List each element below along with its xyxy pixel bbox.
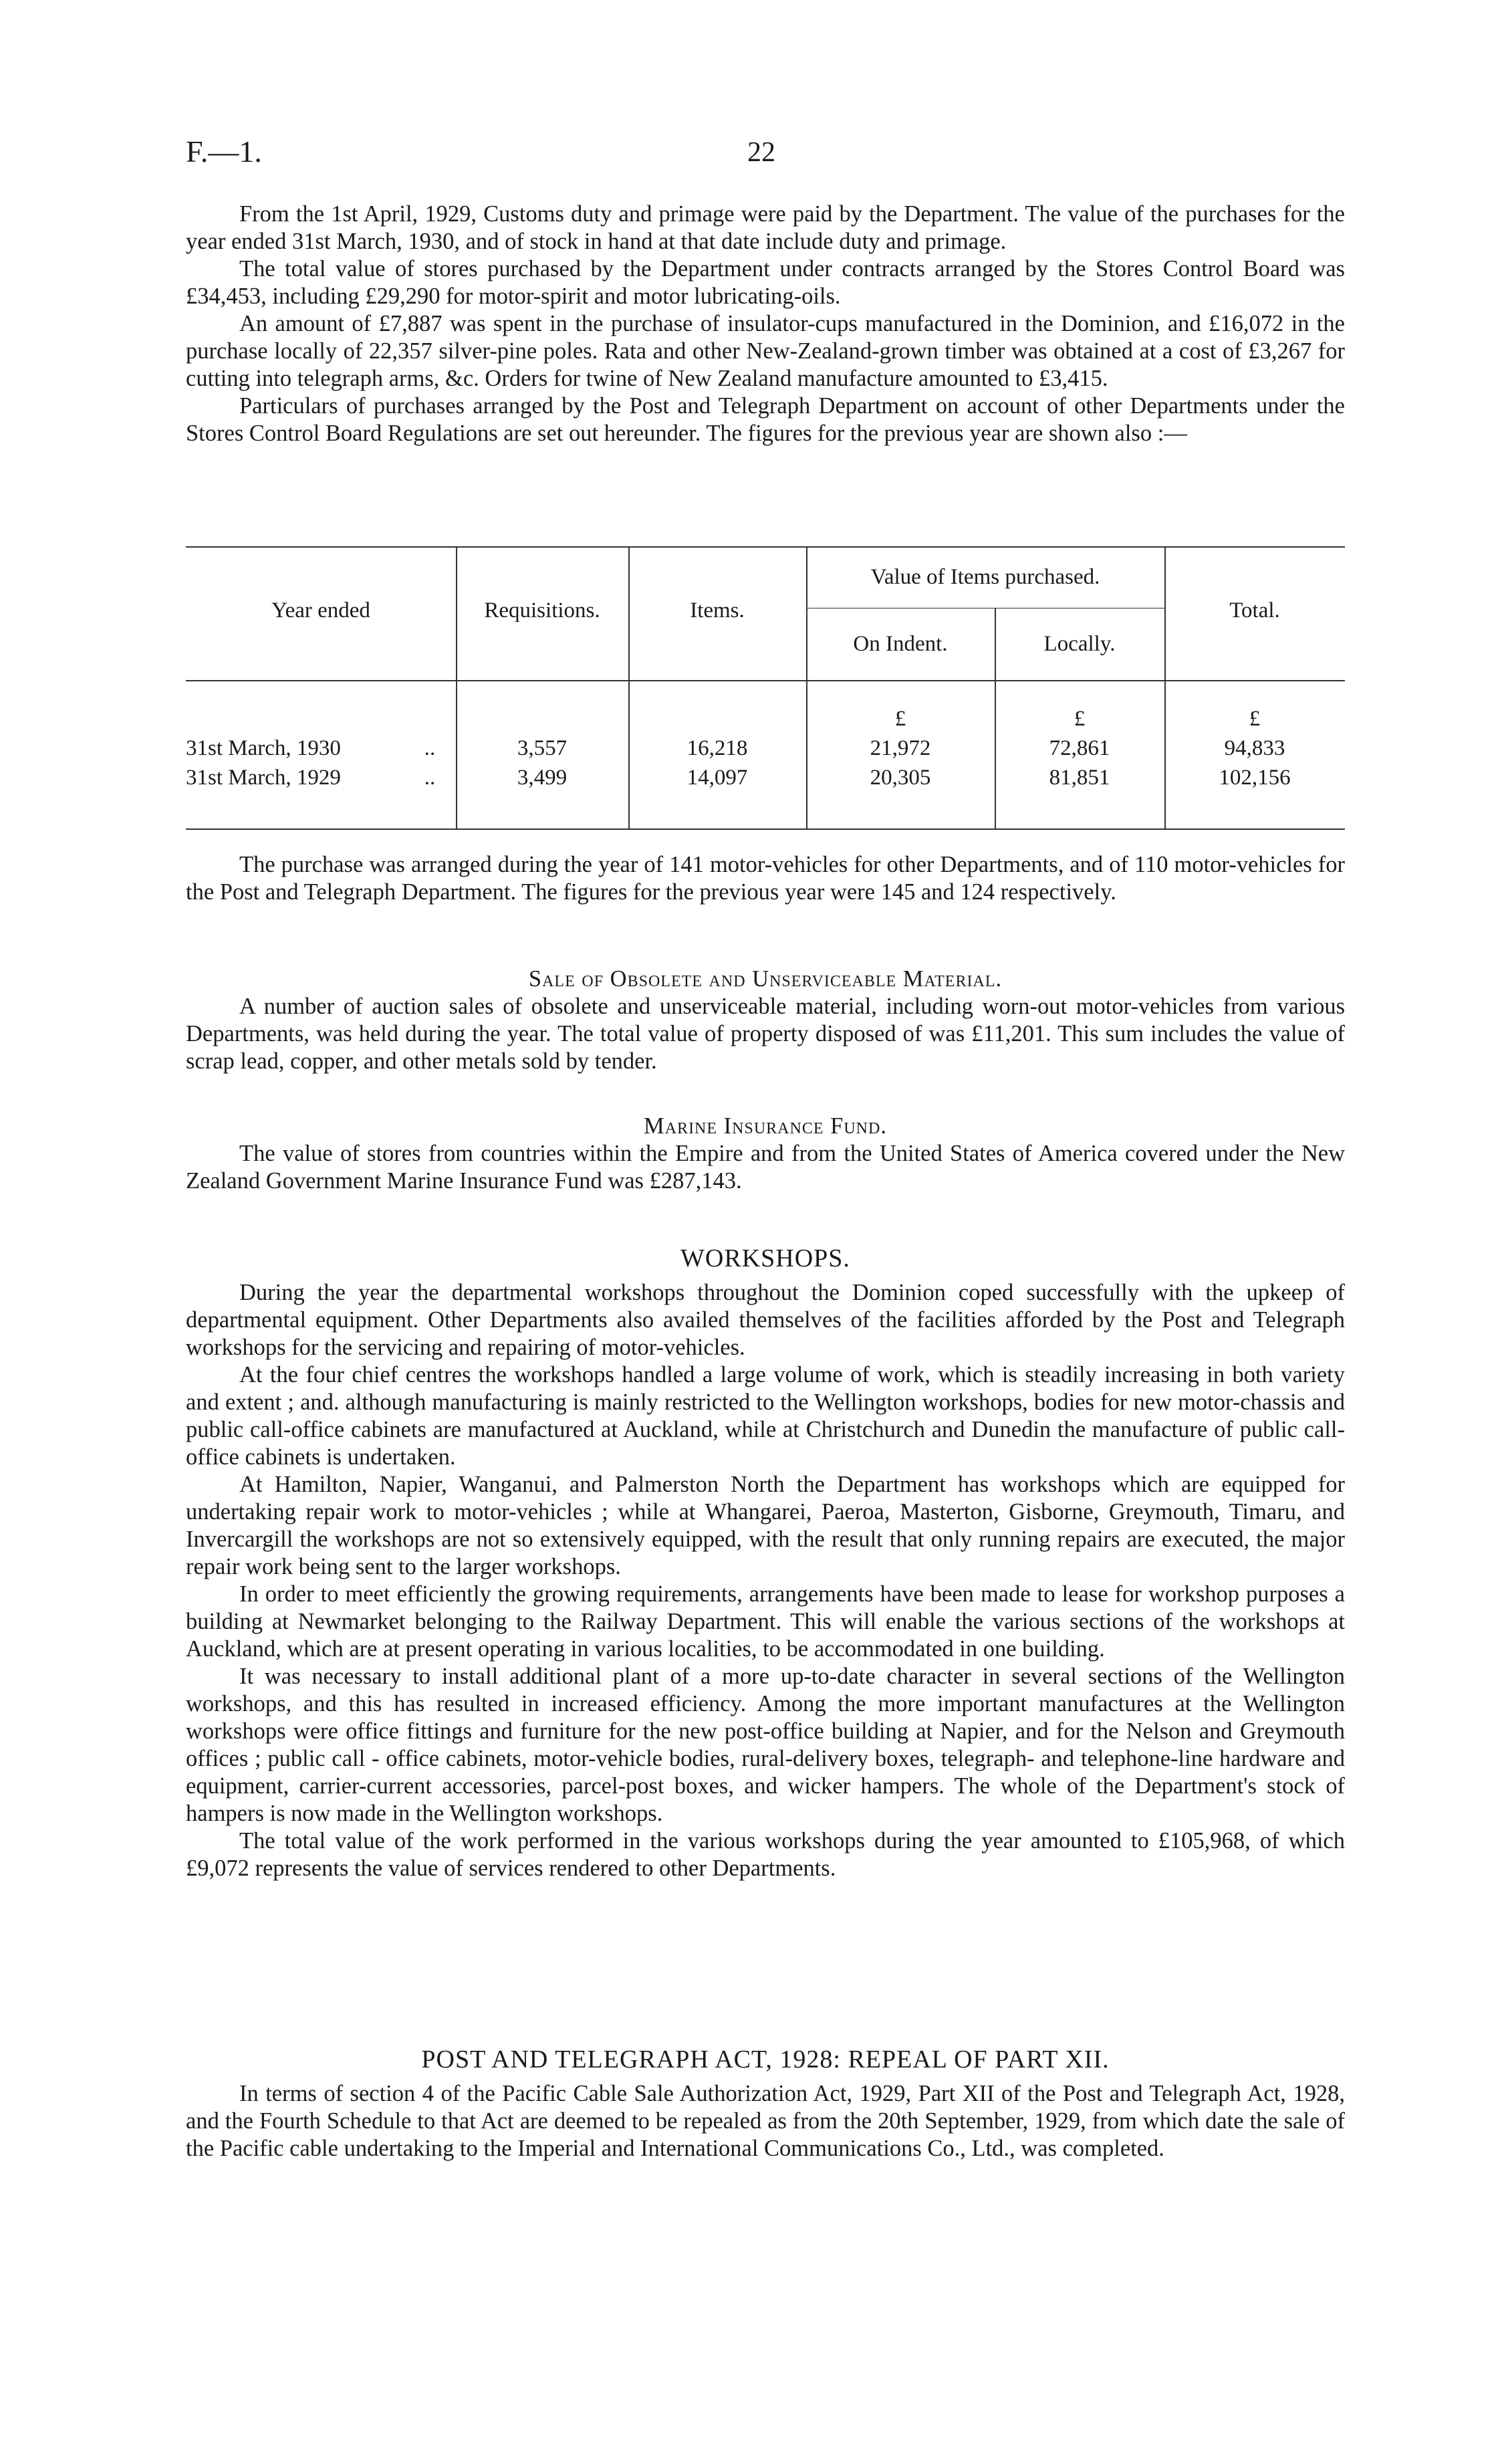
row-year: 31st March, 1929 xyxy=(186,766,341,790)
currency-unit: £ xyxy=(894,707,906,731)
currency-unit: £ xyxy=(1074,707,1086,731)
act-section xyxy=(186,2046,1345,2162)
row-indent: 21,972 xyxy=(870,736,931,760)
paragraph-marine: The value of stores from countries within the Empire and from the United States of America covered under the New Zealand Government Marine Insurance Fund was £287,143. xyxy=(186,1141,1345,1194)
table-top-rule xyxy=(186,546,1345,548)
workshops-heading: WORKSHOPS. xyxy=(680,1244,850,1272)
page-section-label: F.—1. xyxy=(186,134,262,169)
col-header-year: Year ended xyxy=(271,598,370,623)
currency-unit: £ xyxy=(1249,707,1261,731)
sale-heading: Sale of Obsolete and Unserviceable Material. xyxy=(528,966,1003,992)
workshops-paragraph: In order to meet efficiently the growing requirements, arrangements have been made to lease for workshop purposes a building at Newmarket belonging to the Railway Department. This will enable the various sections of the workshops at Auckland, which are at present operating in various localities, to be accommodated in one building. xyxy=(186,1581,1345,1662)
intro-section xyxy=(186,201,1345,447)
row-requisitions: 3,499 xyxy=(517,766,568,790)
col-header-requisitions: Requisitions. xyxy=(484,598,600,623)
workshops-paragraph: At Hamilton, Napier, Wanganui, and Palmerston North the Department has workshops which are equipped for undertaking repair work to motor-vehicles ; while at Whangarei, Paeroa, Masterton, Gisborne, Greymouth, Timaru, and Invercargill the workshops are not so extensively equipped, with the result that only running repairs are executed, the major repair work being sent to the larger workshops. xyxy=(186,1472,1345,1579)
col-header-value-group: Value of Items purchased. xyxy=(870,565,1100,589)
row-locally: 72,861 xyxy=(1049,736,1110,760)
row-total: 102,156 xyxy=(1219,766,1291,790)
workshops-paragraph: The total value of the work performed in the various workshops during the year amounted to £105,968, of which £9,072 represents the value of services rendered to other Departments. xyxy=(186,1828,1345,1881)
paragraph-stores-total: The total value of stores purchased by the Department under contracts arranged by the Stores Control Board was £34,453, including £29,290 for motor-spirit and motor lubricating-oils. xyxy=(186,256,1345,309)
page-number: 22 xyxy=(747,137,775,168)
workshops-section xyxy=(186,1245,1345,1882)
paragraph-particulars: Particulars of purchases arranged by the Post and Telegraph Department on account of other Departments under the Stores Control Board Regulations are set out hereunder. The figures for the previous year are shown also :— xyxy=(186,393,1345,446)
paragraph-duty: From the 1st April, 1929, Customs duty and primage were paid by the Department. The value of the purchases for the year ended 31st March, 1930, and of stock in hand at that date include duty and primage. xyxy=(186,201,1345,254)
paragraph-sale: A number of auction sales of obsolete and unserviceable material, including worn-out motor-vehicles from various Departments, was held during the year. The total value of property disposed of was £11,201. This sum includes the value of scrap lead, copper, and other metals sold by tender. xyxy=(186,994,1345,1074)
col-header-indent: On Indent. xyxy=(853,632,948,656)
col-header-total: Total. xyxy=(1229,598,1280,623)
marine-section xyxy=(186,1113,1345,1195)
table-bottom-rule xyxy=(186,828,1345,830)
row-requisitions: 3,557 xyxy=(517,736,568,760)
row-items: 14,097 xyxy=(686,766,748,790)
row-total: 94,833 xyxy=(1224,736,1285,760)
workshops-paragraph: During the year the departmental workshops throughout the Dominion coped successfully with the upkeep of departmental equipment. Other Departments also availed themselves of the facilities afforded by the Post and Telegraph workshops for the servicing and repairing of motor-vehicles. xyxy=(186,1280,1345,1360)
col-header-locally: Locally. xyxy=(1043,632,1116,656)
row-indent: 20,305 xyxy=(870,766,931,790)
table-header-rule xyxy=(186,680,1345,681)
row-items: 16,218 xyxy=(686,736,748,760)
sale-section xyxy=(186,966,1345,1075)
paragraph-act: In terms of section 4 of the Pacific Cable Sale Authorization Act, 1929, Part XII of the Post and Telegraph Act, 1928, and the Fourth Schedule to that Act are deemed to be repealed as from the 20th September, 1929, from which date the sale of the Pacific cable undertaking to the Imperial and International Communications Co., Ltd., was completed. xyxy=(186,2081,1345,2161)
workshops-paragraph: It was necessary to install additional plant of a more up-to-date character in several sections of the Wellington workshops, and this has resulted in increased efficiency. Among the more important manufactures at the Wellington workshops were office fittings and furniture for the new post-office building at Napier, and for the Nelson and Greymouth offices ; public call - office cabinets, motor-vehicle bodies, rural-delivery boxes, telegraph- and telephone-line hardware and equipment, carrier-current accessories, parcel-post boxes, and wicker hampers. The whole of the Department's stock of hampers is now made in the Wellington workshops. xyxy=(186,1664,1345,1826)
row-locally: 81,851 xyxy=(1049,766,1110,790)
col-header-items: Items. xyxy=(690,598,745,623)
row-leader: .. xyxy=(424,766,436,790)
row-leader: .. xyxy=(424,736,436,760)
motor-vehicles-section xyxy=(186,851,1345,906)
row-year: 31st March, 1930 xyxy=(186,736,341,760)
paragraph-insulators: An amount of £7,887 was spent in the purchase of insulator-cups manufactured in the Dominion, and £16,072 in the purchase locally of 22,357 silver-pine poles. Rata and other New-Zealand-grown timber was obtained at a cost of £3,267 for cutting into telegraph arms, &c. Orders for twine of New Zealand manufacture amounted to £3,415. xyxy=(186,311,1345,391)
act-heading: POST AND TELEGRAPH ACT, 1928: REPEAL OF PART XII. xyxy=(421,2045,1110,2074)
marine-heading: Marine Insurance Fund. xyxy=(644,1113,887,1139)
purchases-table xyxy=(186,546,1345,832)
workshops-paragraph: At the four chief centres the workshops handled a large volume of work, which is steadily increasing in both variety and extent ; and. although manufacturing is mainly restricted to the Wellington workshops, bodies for new motor-chassis and public call-office cabinets are manufactured at Auckland, while at Christchurch and Dunedin the manufacture of public call-office cabinets is undertaken. xyxy=(186,1362,1345,1470)
paragraph-motor-vehicles: The purchase was arranged during the year of 141 motor-vehicles for other Departments, and of 110 motor-vehicles for the Post and Telegraph Department. The figures for the previous year were 145 and 124 respectively. xyxy=(186,852,1345,905)
